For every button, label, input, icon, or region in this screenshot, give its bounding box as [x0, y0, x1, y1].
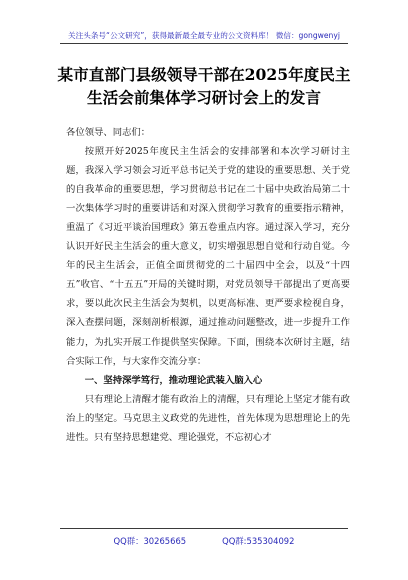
footer-qq-group-2: QQ群:535304092	[222, 536, 295, 546]
intro-paragraph: 按照开好2025年度民主生活会的安排部署和本次学习研讨主题，我深入学习领会习近平总书记关于党的建设的重要思想、关于党的自我革命的重要思想，学习贯彻总书记在二十届中央政治局第二十一次集体学习时的重要讲话和对深入贯彻学习教育的重要指示精神，重温了《习近平谈治国理政》第五卷重点内容。通过深入学习，充分认识开好民主生活会的重大意义，切实增强思想自觉和行动自觉。今年的民主生活会，正值全面贯彻党的二十届四中全会，以及“十四五”收官、“十五五”开局的关键时期，对党员领导干部提出了更高要求，要以此次民主生活会为契机，以更高标准、更严要求检视自身，深入查摆问题，深刻剖析根源，通过推动问题整改，进一步提升工作能力，为扎实开展工作提供坚实保障。下面，围绕本次研讨主题，结合实际工作，与大家作交流分享：	[66, 146, 350, 367]
header-banner: 关注头条号“公文研究”，获得最新最全最专业的公文资料库！ 微信：gongwenyj	[68, 31, 340, 40]
salutation: 各位领导、同志们：	[66, 127, 151, 138]
section-paragraph: 只有理论上清醒才能有政治上的清醒，只有理论上坚定才能有政治上的坚定。马克思主义政党的先进性，首先体现为思想理论上的先进性。只有坚持思想建党、理论强党，不忘初心才	[66, 393, 350, 443]
header-divider	[60, 43, 348, 44]
section-heading: 一、坚持深学笃行，推动理论武装入脑入心	[84, 374, 263, 386]
document-body	[66, 123, 350, 447]
footer	[0, 535, 408, 547]
footer-divider	[60, 528, 348, 529]
footer-qq-group-1: QQ群：30265665	[113, 536, 187, 546]
document-title: 某市直部门县级领导干部在2025年度民主生活会前集体学习研讨会上的发言	[57, 65, 351, 107]
